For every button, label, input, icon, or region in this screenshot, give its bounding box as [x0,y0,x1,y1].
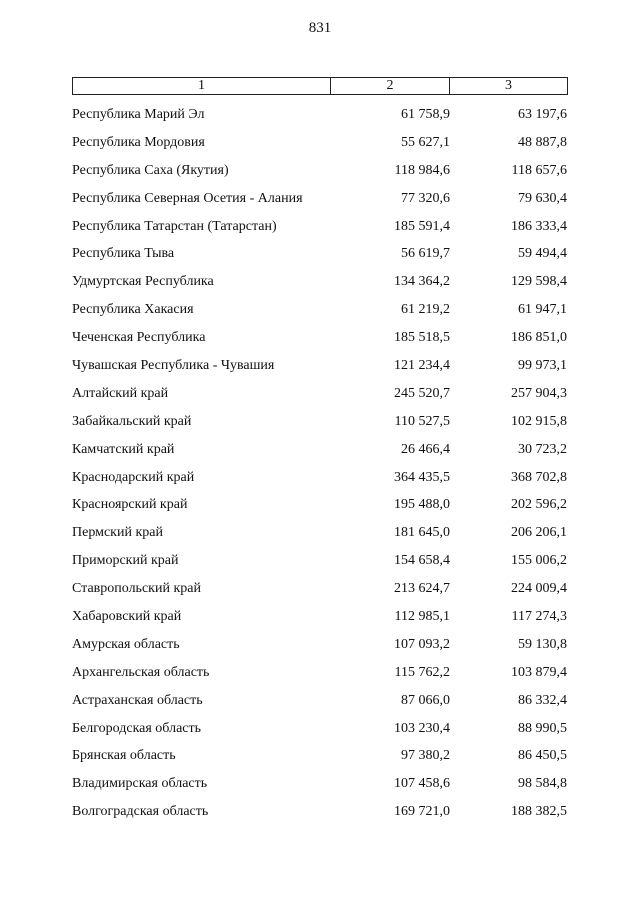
table-row [0,491,640,519]
value-col-3: 155 006,2 [511,553,567,569]
table-row [0,129,640,157]
value-col-2: 103 230,4 [394,720,450,736]
value-col-3: 224 009,4 [511,581,567,597]
value-col-2: 195 488,0 [394,497,450,513]
table-row [0,575,640,603]
table-header [72,77,568,95]
region-name: Приморский край [72,553,179,569]
value-col-3: 257 904,3 [511,385,567,401]
table-row [0,213,640,241]
value-col-2: 185 518,5 [394,330,450,346]
value-col-2: 213 624,7 [394,581,450,597]
region-name: Красноярский край [72,497,188,513]
value-col-3: 202 596,2 [511,497,567,513]
table-row [0,631,640,659]
region-name: Республика Марий Эл [72,107,205,122]
table-row [0,324,640,352]
table-row [0,687,640,715]
region-name: Камчатский край [72,441,175,457]
table-row [0,659,640,687]
value-col-2: 115 762,2 [394,664,450,680]
header-col-2: 2 [331,78,450,94]
value-col-3: 129 598,4 [511,274,567,290]
table-body [0,101,640,826]
value-col-3: 103 879,4 [511,664,567,680]
region-name: Республика Мордовия [72,134,205,150]
value-col-2: 112 985,1 [394,609,450,625]
value-col-2: 61 219,2 [401,302,450,318]
region-name: Республика Татарстан (Татарстан) [72,218,277,234]
value-col-3: 61 947,1 [518,302,567,318]
value-col-3: 117 274,3 [511,609,567,625]
value-col-2: 55 627,1 [401,134,450,150]
region-name: Ставропольский край [72,581,201,597]
value-col-2: 169 721,0 [394,804,450,820]
value-col-2: 61 758,9 [401,107,450,122]
value-col-2: 26 466,4 [401,441,450,457]
table-row [0,296,640,324]
region-name: Республика Саха (Якутия) [72,162,229,178]
value-col-3: 186 333,4 [511,218,567,234]
region-name: Чувашская Республика - Чувашия [72,358,275,374]
value-col-3: 99 973,1 [518,358,567,374]
value-col-2: 121 234,4 [394,358,450,374]
value-col-3: 206 206,1 [511,525,567,541]
value-col-3: 59 494,4 [518,246,567,262]
region-name: Республика Тыва [72,246,175,262]
value-col-2: 245 520,7 [394,385,450,401]
table-row [0,715,640,743]
region-name: Краснодарский край [72,469,195,485]
table-row [0,436,640,464]
table-row [0,352,640,380]
table-row [0,464,640,492]
region-name: Волгоградская область [72,804,209,820]
value-col-3: 79 630,4 [518,190,567,206]
table-row [0,101,640,129]
table-row [0,770,640,798]
region-name: Хабаровский край [72,609,182,625]
value-col-2: 154 658,4 [394,553,450,569]
table-row [0,268,640,296]
region-name: Владимирская область [72,776,208,792]
region-name: Астраханская область [72,692,203,708]
region-name: Архангельская область [72,664,210,680]
value-col-3: 59 130,8 [518,636,567,652]
region-name: Алтайский край [72,385,169,401]
table-row [0,380,640,408]
value-col-3: 188 382,5 [511,804,567,820]
region-name: Пермский край [72,525,163,541]
value-col-3: 48 887,8 [518,134,567,150]
value-col-2: 77 320,6 [401,190,450,206]
region-name: Брянская область [72,748,176,764]
value-col-2: 118 984,6 [394,162,450,178]
value-col-2: 134 364,2 [394,274,450,290]
table-row [0,408,640,436]
region-name: Удмуртская Республика [72,274,214,290]
table-row [0,240,640,268]
value-col-3: 98 584,8 [518,776,567,792]
value-col-3: 118 657,6 [511,162,567,178]
value-col-3: 186 851,0 [511,330,567,346]
table-row [0,742,640,770]
value-col-3: 102 915,8 [511,413,567,429]
table-row [0,547,640,575]
value-col-2: 87 066,0 [401,692,450,708]
table-row [0,798,640,826]
page-number: 831 [308,20,332,36]
value-col-2: 97 380,2 [401,748,450,764]
value-col-2: 364 435,5 [394,469,450,485]
value-col-2: 107 458,6 [394,776,450,792]
value-col-3: 86 450,5 [518,748,567,764]
table-row [0,603,640,631]
table-row [0,157,640,185]
region-name: Забайкальский край [72,413,192,429]
region-name: Республика Северная Осетия - Алания [72,190,303,206]
region-name: Белгородская область [72,720,202,736]
value-col-2: 56 619,7 [401,246,450,262]
value-col-3: 86 332,4 [518,692,567,708]
value-col-2: 110 527,5 [394,413,450,429]
value-col-2: 107 093,2 [394,636,450,652]
table-row [0,519,640,547]
value-col-3: 88 990,5 [518,720,567,736]
value-col-2: 185 591,4 [394,218,450,234]
value-col-3: 368 702,8 [511,469,567,485]
region-name: Чеченская Республика [72,330,206,346]
region-name: Республика Хакасия [72,302,194,318]
header-col-1: 1 [73,78,331,94]
header-col-3: 3 [505,78,512,93]
table-row [0,185,640,213]
value-col-3: 30 723,2 [518,441,567,457]
value-col-3: 63 197,6 [518,107,567,122]
value-col-2: 181 645,0 [394,525,450,541]
region-name: Амурская область [72,636,180,652]
